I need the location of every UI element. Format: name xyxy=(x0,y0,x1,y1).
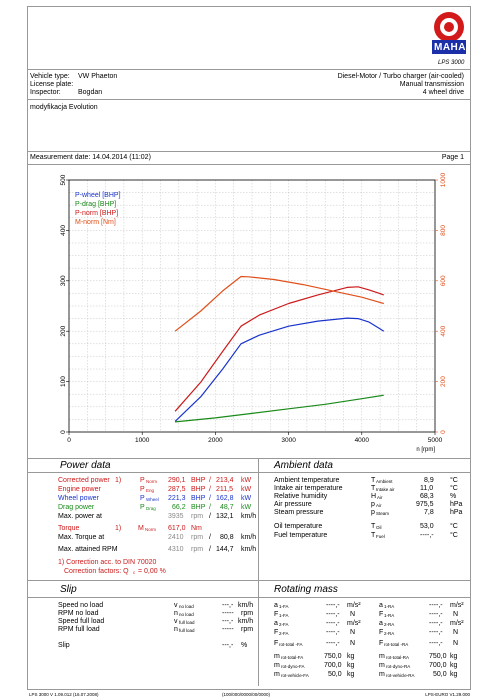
legend-entry: P-drag [BHP] xyxy=(75,201,117,208)
x-tick-label: 0 xyxy=(67,437,71,444)
torque-row: Torque 1) M Norm 617,0 Nm xyxy=(58,525,202,532)
max-rpm-row: Max. attained RPM 4310 rpm / 144,7 km/h xyxy=(58,546,257,553)
rotating-row: F rot-total -FA ----,- N F rot-total -RA ----,- N xyxy=(274,640,459,647)
x-tick-label: 4000 xyxy=(354,437,370,444)
slip-row: RPM full load n full load ----- rpm xyxy=(58,626,254,633)
footer-center: (100/000/0000/00/0000) xyxy=(222,692,271,697)
series-line-p-drag xyxy=(175,395,384,422)
rotating-row: F 2-FA ----,- N F 2-RA ----,- N xyxy=(274,629,459,636)
inspector-label: Inspector: xyxy=(30,89,61,96)
divider xyxy=(27,597,471,598)
product-name: LPS 3000 xyxy=(438,60,465,66)
y-right-tick-label: 0 xyxy=(440,430,447,434)
vehicle-type: VW Phaeton xyxy=(78,73,118,80)
slip-row: RPM no load n no load ----- rpm xyxy=(58,610,254,617)
divider xyxy=(27,99,471,100)
y-left-tick-label: 200 xyxy=(60,325,67,337)
footer-right: LPS-EURO V1.29.000 xyxy=(425,692,470,697)
rotating-row: a 2-FA ----,- m/s² a 2-RA ----,- m/s² xyxy=(274,620,464,627)
ambient-data-table xyxy=(274,476,470,576)
series-line-p-wheel xyxy=(175,318,384,421)
ambient-row: Steam pressure p Steam 7,8 hPa xyxy=(274,509,463,516)
x-tick-label: 2000 xyxy=(208,437,223,444)
ambient-row: Relative humidity H Air 68,3 % xyxy=(274,493,457,500)
divider xyxy=(27,164,471,165)
y-right-tick-label: 200 xyxy=(440,376,447,388)
x-tick-label: 5000 xyxy=(427,437,443,444)
divider xyxy=(258,458,259,580)
measurement-date: Measurement date: 14.04.2014 (11:02) xyxy=(30,154,151,161)
rotating-row: m rot-dyno-FA 700,0 kg m rot-dyno-RA 700,0 kg xyxy=(274,662,458,669)
chart-grid xyxy=(69,180,435,432)
slip-title: Slip xyxy=(60,584,77,595)
y-left-tick-label: 400 xyxy=(60,224,67,236)
rotating-mass-title: Rotating mass xyxy=(274,584,338,595)
y-left-tick-label: 500 xyxy=(60,174,67,186)
y-left-tick-label: 100 xyxy=(60,376,67,388)
power-data-table xyxy=(58,476,256,586)
y-right-tick-label: 400 xyxy=(440,325,447,337)
logo-text: MAHA xyxy=(434,42,466,53)
y-left-tick-label: 300 xyxy=(60,275,67,287)
slip-table xyxy=(58,601,256,661)
ambient-row: Ambient temperature T Ambient 8,9 °C xyxy=(274,477,458,484)
power-row: Wheel power P Wheel 221,3 BHP / 162,8 kW xyxy=(58,495,252,502)
slip-row: Slip ---,- % xyxy=(58,642,248,649)
ambient-data-title: Ambient data xyxy=(274,460,333,471)
slip-row: Speed no load v no load ---,- km/h xyxy=(58,602,254,609)
ambient-row: Air pressure p Air 975,5 hPa xyxy=(274,501,463,508)
page-number: Page 1 xyxy=(441,154,464,161)
x-axis-ticks xyxy=(67,432,442,444)
max-power-row: Max. power at 3935 rpm / 132,1 km/h xyxy=(58,513,257,520)
correction-note: 1) Correction acc. to DIN 70020 xyxy=(58,559,157,566)
ambient-row: Fuel temperature T Fuel ----,- °C xyxy=(274,532,458,539)
power-row: Corrected power 1) P Norm 290,1 BHP / 213,4 kW xyxy=(58,477,252,484)
rotating-row: F 1-FA ----,- N F 1-RA ----,- N xyxy=(274,611,459,618)
y-right-tick-label: 600 xyxy=(440,275,447,287)
rotating-row: m rot-total-FA 750,0 kg m rot-total-RA 750,0 kg xyxy=(274,653,458,660)
ambient-row: Intake air temperature T Intake air 11,0 °C xyxy=(274,485,458,492)
vehicle-note: modyfikacja Evolution xyxy=(30,104,98,111)
power-chart xyxy=(27,166,471,458)
legend-entry: M-norm [Nm] xyxy=(75,219,116,226)
power-row: Engine power P Eng 287,5 BHP / 211,5 kW xyxy=(58,486,252,493)
power-data-title: Power data xyxy=(60,460,111,471)
slip-row: Speed full load v full load ---,- km/h xyxy=(58,618,254,625)
divider xyxy=(27,151,471,152)
divider xyxy=(27,580,471,581)
y-left-tick-label: 0 xyxy=(60,430,67,434)
rotating-mass-table xyxy=(274,601,470,685)
series-line-m-norm xyxy=(175,277,384,332)
max-torque-row: Max. Torque at 2410 rpm / 80,8 km/h xyxy=(58,534,257,541)
y-right-tick-label: 1000 xyxy=(440,172,447,188)
legend-entry: P-norm [BHP] xyxy=(75,210,119,217)
rotating-row: a 1-FA ----,- m/s² a 1-RA ----,- m/s² xyxy=(274,602,464,609)
chart-series xyxy=(175,277,384,422)
divider xyxy=(27,69,471,70)
divider xyxy=(258,580,259,686)
maha-logo xyxy=(430,10,468,56)
ambient-row: Oil temperature T Oil 53,0 °C xyxy=(274,523,458,530)
divider xyxy=(27,472,471,473)
x-tick-label: 1000 xyxy=(134,437,150,444)
vehicle-type-label: Vehicle type: xyxy=(30,73,70,80)
correction-factors: Correction factors: Q c = 0,00 % xyxy=(64,568,166,575)
drive-type: 4 wheel drive xyxy=(422,89,464,96)
engine-type: Diesel-Motor / Turbo charger (air-cooled) xyxy=(337,73,464,80)
x-axis-label: n [rpm] xyxy=(416,447,435,453)
legend-entry: P-wheel [BHP] xyxy=(75,192,121,199)
x-tick-label: 3000 xyxy=(281,437,296,444)
y-axis-left-ticks xyxy=(60,174,69,434)
y-axis-right-ticks xyxy=(435,172,447,433)
license-label: License plate: xyxy=(30,81,74,88)
inspector-value: Bogdan xyxy=(78,89,103,96)
rotating-row: m rot-vehicle-FA 50,0 kg m rot-vehicle-RA 50,0 kg xyxy=(274,671,458,678)
transmission-type: Manual transmission xyxy=(399,81,464,88)
divider xyxy=(27,458,471,459)
chart-legend xyxy=(75,192,121,226)
footer-left: LPS 3000 V 1.09.012 (16.07.2008) xyxy=(29,692,99,697)
y-right-tick-label: 800 xyxy=(440,224,447,236)
power-row: Drag power P Drag 66,2 BHP / 48,7 kW xyxy=(58,504,252,511)
